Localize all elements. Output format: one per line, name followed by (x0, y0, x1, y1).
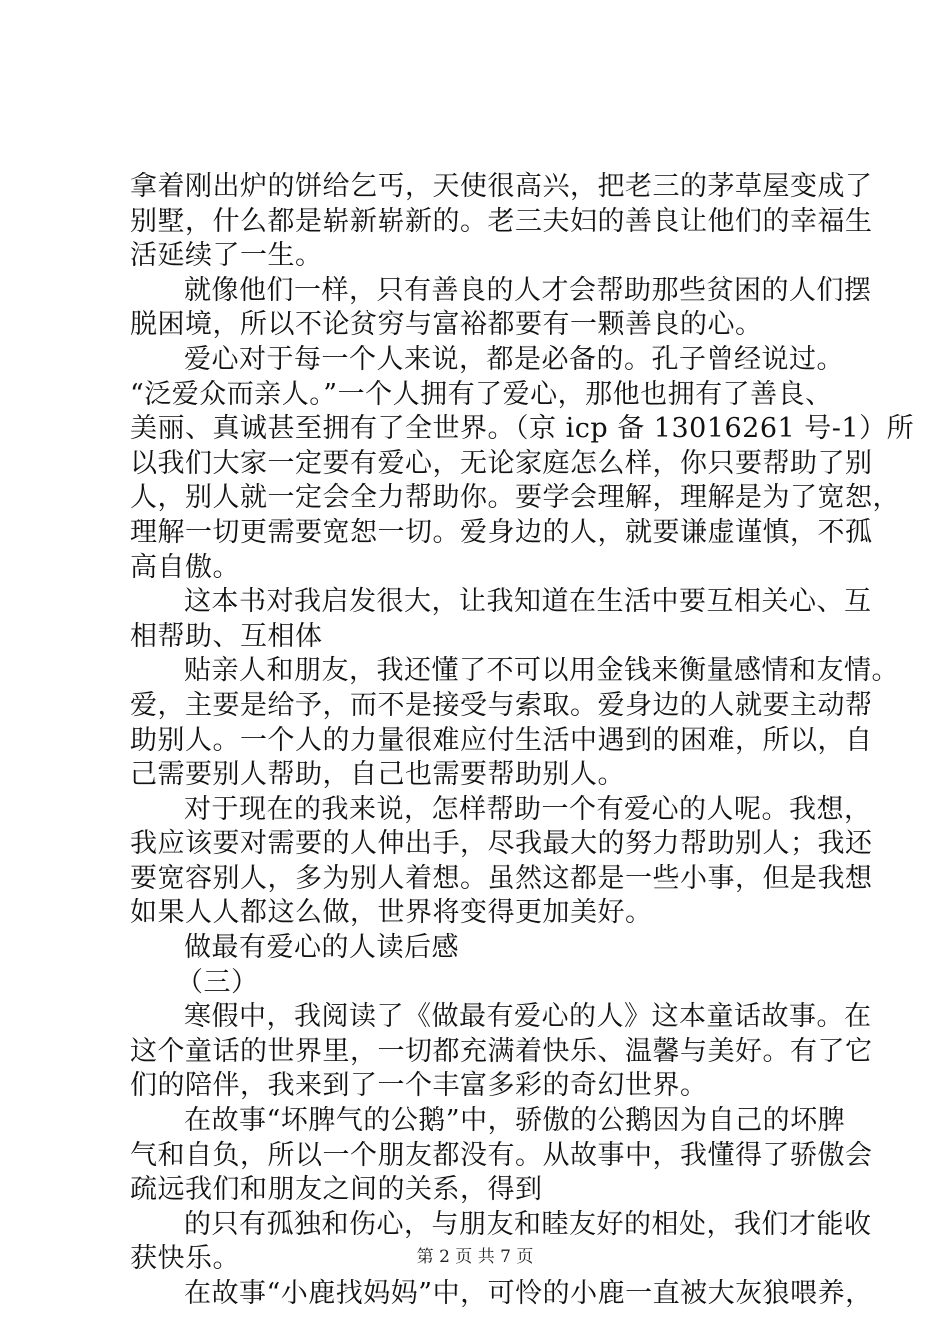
text-line: 拿着刚出炉的饼给乞丐，天使很高兴，把老三的茅草屋变成了 (130, 171, 873, 202)
text-line: 脱困境，所以不论贫穷与富裕都要有一颗善良的心。 (130, 309, 763, 341)
text-line: 在故事“小鹿找妈妈”中，可怜的小鹿一直被大灰狼喂养， (184, 1278, 873, 1309)
text-line: 助别人。一个人的力量很难应付生活中遇到的困难，所以，自 (130, 724, 873, 756)
text-line: （三） (176, 966, 259, 998)
text-line: 这个童话的世界里，一切都充满着快乐、温馨与美好。有了它 (130, 1035, 873, 1067)
text-line: 高自傲。 (130, 551, 240, 583)
text-line: 理解一切更需要宽恕一切。爱身边的人，就要谦虚谨慎，不孤 (130, 516, 873, 548)
text-line: 别墅，什么都是崭新崭新的。老三夫妇的善良让他们的幸福生 (130, 205, 873, 237)
document-body (130, 170, 915, 1312)
text-line: 对于现在的我来说，怎样帮助一个有爱心的人呢。我想， (184, 793, 872, 825)
text-line: 活延续了一生。 (130, 240, 323, 272)
text-line: 以我们大家一定要有爱心，无论家庭怎么样，你只要帮助了别 (130, 447, 873, 479)
text-line: 寒假中，我阅读了《做最有爱心的人》这本童话故事。在 (184, 1001, 872, 1033)
text-line: 我应该要对需要的人伸出手，尽我最大的努力帮助别人；我还 (130, 828, 873, 860)
text-line: 爱，主要是给予，而不是接受与索取。爱身边的人就要主动帮 (130, 689, 873, 721)
text-line: 这本书对我启发很大，让我知道在生活中要互相关心、互 (184, 586, 872, 618)
text-line: 如果人人都这么做，世界将变得更加美好。 (130, 897, 653, 929)
text-line: 的只有孤独和伤心，与朋友和睦友好的相处，我们才能收 (184, 1208, 872, 1240)
text-line: 相帮助、互相体 (130, 620, 323, 652)
text-line: “泛爱众而亲人。”一个人拥有了爱心，那他也拥有了善良、 (130, 378, 833, 410)
text-line: 疏远我们和朋友之间的关系，得到 (130, 1174, 543, 1206)
text-line: 己需要别人帮助，自己也需要帮助别人。 (130, 759, 625, 791)
text-line: 要宽容别人，多为别人着想。虽然这都是一些小事，但是我想 (130, 862, 873, 894)
text-line: 在故事“坏脾气的公鹅”中，骄傲的公鹅因为自己的坏脾 (184, 1105, 846, 1137)
text-line: 人，别人就一定会全力帮助你。要学会理解，理解是为了宽恕， (130, 482, 900, 514)
text-line: 获快乐。 (130, 1243, 240, 1275)
text-line: 做最有爱心的人读后感 (184, 932, 459, 964)
text-line: 们的陪伴，我来到了一个丰富多彩的奇幻世界。 (130, 1070, 708, 1102)
text-line: 爱心对于每一个人来说，都是必备的。孔子曾经说过。 (184, 343, 844, 375)
page-footer: 第 2 页 共 7 页 (416, 1247, 534, 1267)
text-line: 美丽、真诚甚至拥有了全世界。（京 icp 备 13016261 号-1）所 (130, 413, 915, 445)
text-line: 气和自负，所以一个朋友都没有。从故事中，我懂得了骄傲会 (130, 1139, 873, 1171)
text-line: 就像他们一样，只有善良的人才会帮助那些贫困的人们摆 (184, 274, 872, 306)
text-line: 贴亲人和朋友，我还懂了不可以用金钱来衡量感情和友情。 (184, 655, 899, 687)
